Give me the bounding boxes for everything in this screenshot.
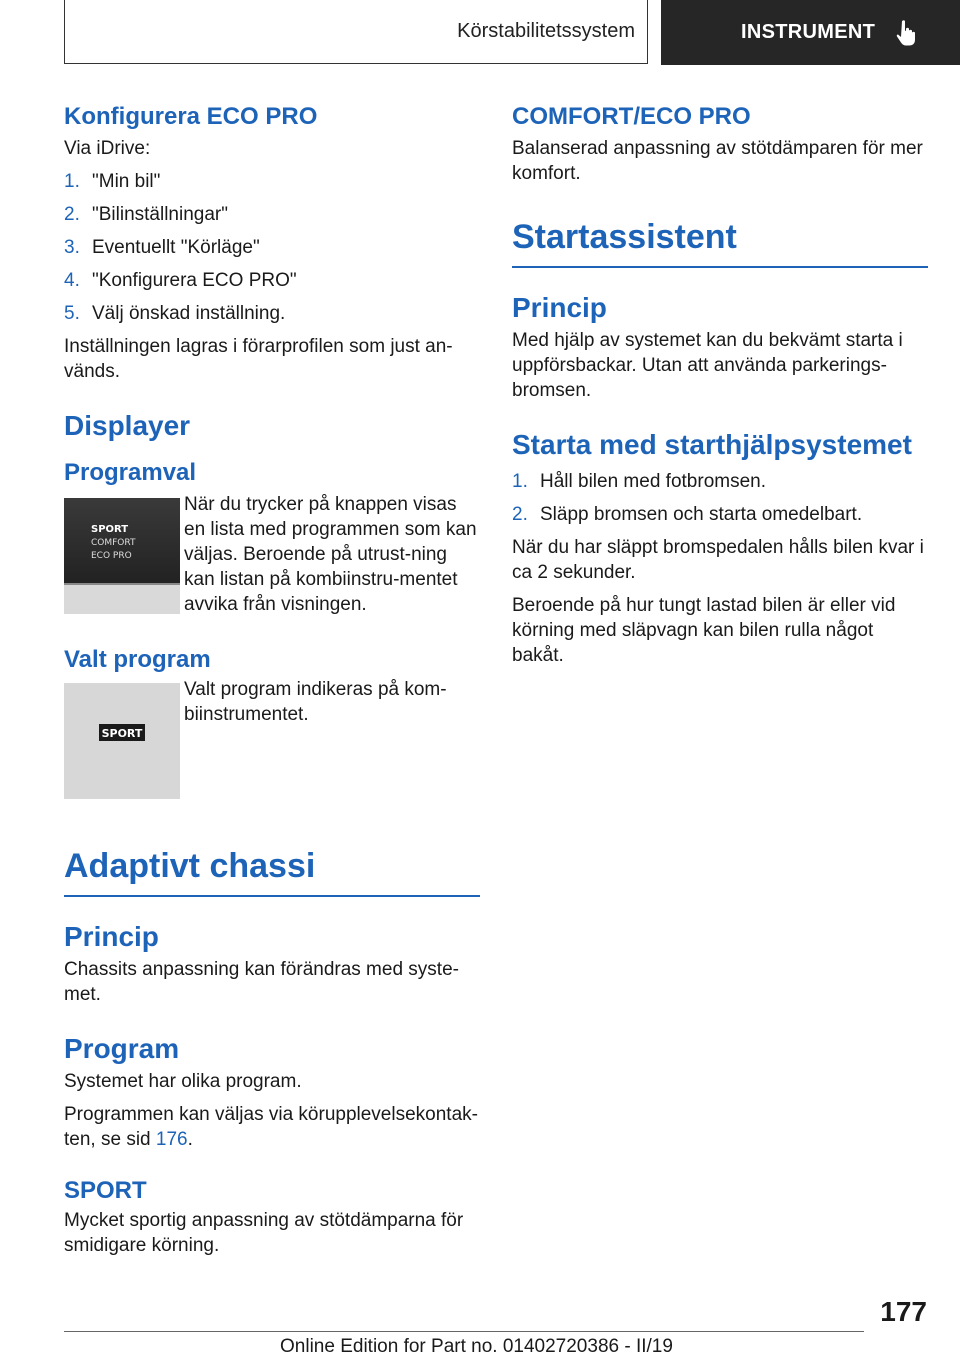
- program-item-comfort: COMFORT: [91, 538, 136, 548]
- startassistent-princip-text: Med hjälp av systemet kan du bekvämt starta i uppförsbackar. Utan att använda parkerings-bromsen.: [512, 330, 903, 401]
- program-text-2-body: Programmen kan väljas via körupplevelsekontak-ten, se sid: [64, 1104, 478, 1150]
- step-text: Välj önskad inställning.: [92, 303, 286, 324]
- step-number: 1.: [64, 171, 80, 192]
- step-text: "Konfigurera ECO PRO": [92, 270, 297, 291]
- adaptivt-chassi-heading: Adaptivt chassi: [64, 843, 480, 897]
- step-number: 4.: [64, 270, 80, 291]
- section-tab[interactable]: [64, 0, 648, 64]
- valt-program-row: [64, 677, 480, 799]
- left-column: [64, 100, 480, 1258]
- chapter-title: INSTRUMENT: [741, 21, 876, 43]
- program-item-eco-pro: ECO PRO: [91, 551, 132, 561]
- list-item: [64, 268, 480, 301]
- step-text: Håll bilen med fotbromsen.: [540, 471, 766, 492]
- list-item: [64, 301, 480, 334]
- comfort-eco-pro-heading: COMFORT/ECO PRO: [512, 103, 751, 130]
- footer-divider: [64, 1331, 864, 1332]
- pointing-hand-icon: [895, 19, 919, 47]
- sport-text: Mycket sportig anpassning av stötdämparna för smidigare körning.: [64, 1210, 464, 1256]
- programval-heading: Programval: [64, 459, 197, 486]
- list-item: [512, 502, 928, 535]
- selected-program-label: SPORT: [101, 727, 143, 740]
- step-number: 3.: [64, 237, 80, 258]
- programval-row: [64, 492, 480, 617]
- step-number: 5.: [64, 303, 80, 324]
- step-text: "Bilinställningar": [92, 204, 228, 225]
- program-item-sport: SPORT: [91, 524, 129, 535]
- list-item: [64, 235, 480, 268]
- valt-program-text: Valt program indikeras på kom-biinstrumentet.: [184, 679, 447, 725]
- sport-heading: SPORT: [64, 1177, 147, 1204]
- valt-program-heading: Valt program: [64, 646, 211, 673]
- starta-steps: [512, 469, 928, 535]
- step-text: "Min bil": [92, 171, 161, 192]
- starta-text-2: Beroende på hur tungt lastad bilen är eller vid körning med släpvagn kan bilen rulla något bakåt.: [512, 595, 896, 666]
- list-item: [64, 202, 480, 235]
- page-number: 177: [880, 1296, 927, 1327]
- step-text: Eventuellt "Körläge": [92, 237, 260, 258]
- program-text-1: Systemet har olika program.: [64, 1071, 302, 1092]
- step-number: 1.: [512, 471, 528, 492]
- princip-text: Chassits anpassning kan förändras med syste-met.: [64, 959, 459, 1005]
- step-text: Släpp bromsen och starta omedelbart.: [540, 504, 863, 525]
- starta-text-1: När du har släppt bromspedalen hålls bilen kvar i ca 2 sekunder.: [512, 537, 924, 583]
- program-text-2-end: .: [187, 1129, 193, 1150]
- page-header: [0, 0, 960, 66]
- startassistent-heading: Startassistent: [512, 214, 928, 268]
- step-number: 2.: [512, 504, 528, 525]
- eco-intro: Via iDrive:: [64, 138, 151, 159]
- right-column: [512, 100, 928, 668]
- displayer-heading: Displayer: [64, 410, 191, 441]
- section-title: Körstabilitetssystem: [457, 20, 635, 42]
- edition-text: Online Edition for Part no. 01402720386 - II/19: [280, 1336, 673, 1357]
- eco-heading: Konfigurera ECO PRO: [64, 103, 318, 130]
- program-list-figure: [64, 498, 180, 614]
- starta-heading: Starta med starthjälpsystemet: [512, 429, 912, 460]
- comfort-eco-pro-text: Balanserad anpassning av stötdämparen för mer komfort.: [512, 138, 923, 184]
- program-heading: Program: [64, 1033, 180, 1064]
- programval-text: När du trycker på knappen visas en lista med programmen som kan väljas. Beroende på utrust-ning kan listan på kombiinstru-mentet avvika från visningen.: [184, 494, 477, 615]
- startassistent-princip-heading: Princip: [512, 292, 607, 323]
- chapter-tab[interactable]: [661, 0, 960, 65]
- eco-steps: [64, 169, 480, 334]
- list-item: [512, 469, 928, 502]
- selected-program-figure: [64, 683, 180, 799]
- page-reference-link[interactable]: 176: [155, 1129, 188, 1150]
- step-number: 2.: [64, 204, 80, 225]
- eco-note: Inställningen lagras i förarprofilen som just an-vänds.: [64, 336, 453, 382]
- list-item: [64, 169, 480, 202]
- princip-heading: Princip: [64, 921, 159, 952]
- program-text-2: [64, 1102, 480, 1152]
